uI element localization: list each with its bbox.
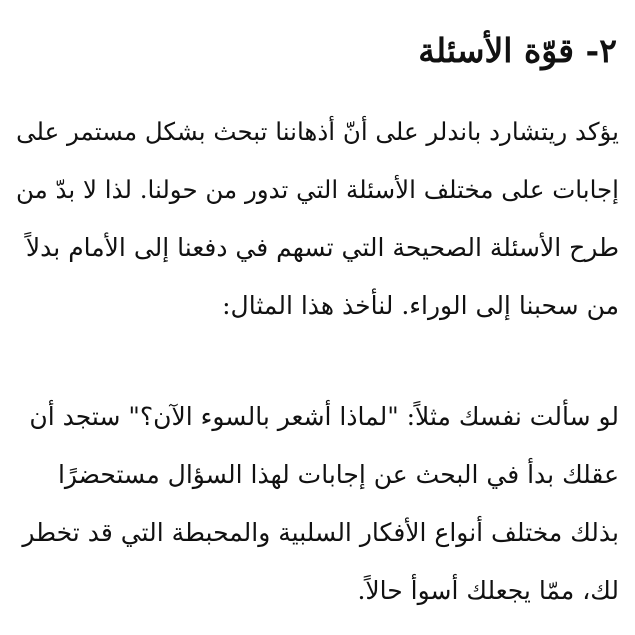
paragraph-1 xyxy=(14,103,619,335)
text-line: يؤكد ريتشارد باندلر على أنّ أذهاننا تبحث بشكل مستمر على xyxy=(16,117,619,146)
paragraph-2 xyxy=(14,388,619,620)
text-line: لو سألت نفسك مثلاً: "لماذا أشعر بالسوء الآن؟" ستجد أن xyxy=(29,402,619,431)
text-line: بذلك مختلف أنواع الأفكار السلبية والمحبطة التي قد تخطر xyxy=(22,518,619,547)
text-line: عقلك بدأ في البحث عن إجابات لهذا السؤال مستحضرًا xyxy=(57,460,619,489)
text-line: من سحبنا إلى الوراء. لنأخذ هذا المثال: xyxy=(222,291,619,320)
section-heading: ٢- قوّة الأسئلة xyxy=(418,31,617,70)
text-line: لك، ممّا يجعلك أسوأ حالاً. xyxy=(357,576,619,605)
text-line: إجابات على مختلف الأسئلة التي تدور من حولنا. لذا لا بدّ من xyxy=(15,175,619,204)
text-line: طرح الأسئلة الصحيحة التي تسهم في دفعنا إلى الأمام بدلاً xyxy=(25,233,619,262)
